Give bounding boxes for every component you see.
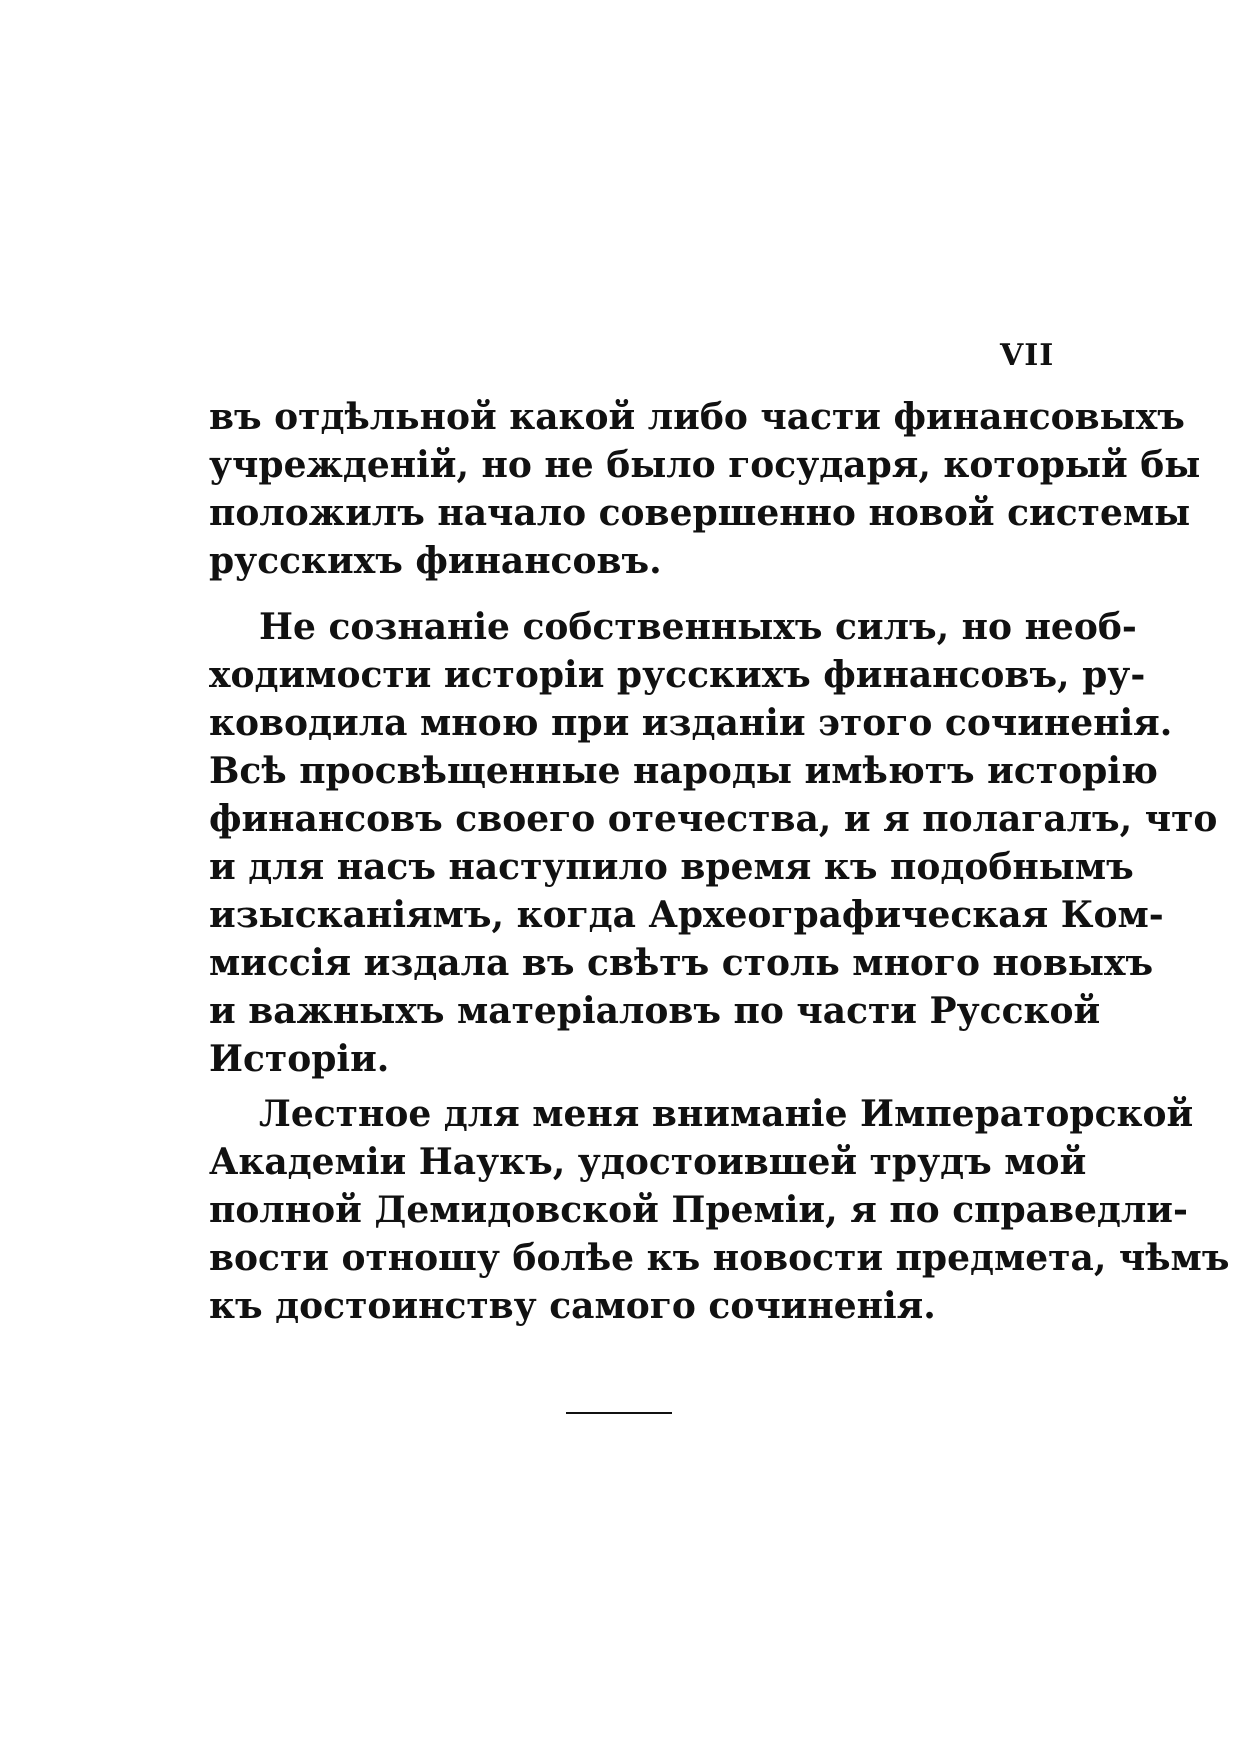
text-line: Академіи Наукъ, удостоившей трудъ мой (209, 1141, 1087, 1183)
text-line: Всѣ просвѣщенные народы имѣютъ исторію (209, 750, 1158, 792)
text-line: положилъ начало совершенно новой системы (209, 492, 1191, 534)
closing-rule (566, 1412, 672, 1414)
text-line: вости отношу болѣе къ новости предмета, чѣмъ (209, 1237, 1230, 1279)
page-number: VII (1000, 338, 1055, 373)
text-line: къ достоинству самого сочиненія. (209, 1285, 936, 1327)
text-line: Лестное для меня вниманіе Императорской (259, 1093, 1194, 1135)
text-line: изысканіямъ, когда Археографическая Ком- (209, 894, 1164, 936)
text-line: полной Демидовской Преміи, я по справедли- (209, 1189, 1188, 1231)
text-line: ководила мною при изданіи этого сочиненія. (209, 702, 1173, 744)
text-line: ходимости исторіи русскихъ финансовъ, ру- (209, 654, 1146, 696)
paragraph-3 (209, 1090, 1230, 1330)
text-line: русскихъ финансовъ. (209, 540, 662, 582)
text-line: Исторіи. (209, 1038, 390, 1080)
text-line: и важныхъ матеріаловъ по части Русской (209, 990, 1101, 1032)
text-line: финансовъ своего отечества, и я полагалъ, что (209, 798, 1218, 840)
text-line: Не сознаніе собственныхъ силъ, но необ- (259, 606, 1137, 648)
text-line: миссія издала въ свѣтъ столь много новыхъ (209, 942, 1154, 984)
text-line: учрежденій, но не было государя, который бы (209, 444, 1201, 486)
paragraph-1 (209, 393, 1201, 585)
text-line: въ отдѣльной какой либо части финансовыхъ (209, 396, 1185, 438)
paragraph-2 (209, 603, 1218, 1083)
text-line: и для насъ наступило время къ подобнымъ (209, 846, 1134, 888)
